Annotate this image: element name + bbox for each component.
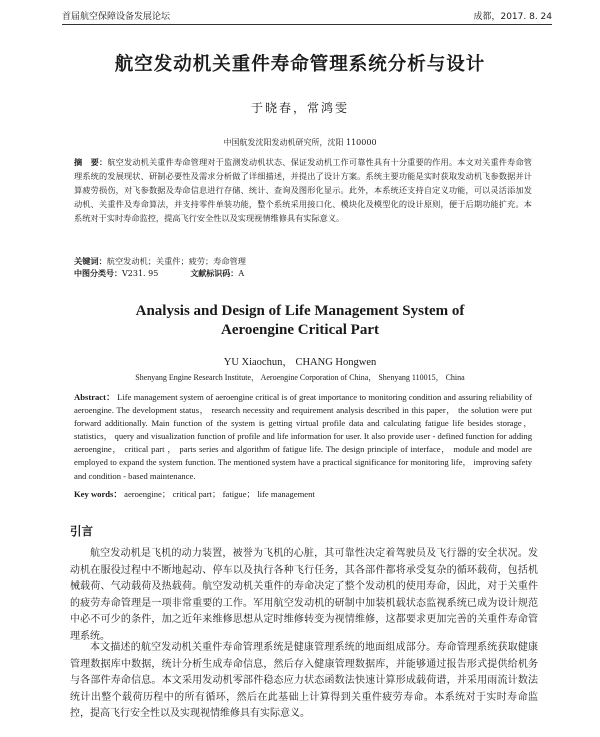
section-heading: 引言	[70, 524, 93, 538]
chinese-abstract-label: 摘 要：	[74, 157, 108, 167]
chinese-keywords-text: 航空发动机；关重件；疲劳；寿命管理	[106, 256, 246, 266]
document-code-label: 文献标识码：	[190, 269, 239, 278]
english-keywords-text: aeroengine； critical part； fatigue； life management	[124, 489, 315, 499]
classification-line	[74, 267, 244, 280]
english-affiliation: Shenyang Engine Research Institute， Aeroengine Corporation of China， Shenyang 110015， China	[135, 373, 465, 382]
chinese-abstract	[74, 155, 532, 225]
english-title	[0, 302, 600, 340]
english-keywords-label: Key words：	[74, 489, 122, 499]
chinese-keywords	[74, 254, 532, 268]
body-paragraph-2	[70, 640, 538, 723]
body-paragraph-1	[70, 546, 538, 646]
chinese-affiliation: 中国航发沈阳发动机研究所，沈阳 110000	[223, 138, 377, 147]
document-code-value: A	[238, 269, 245, 278]
english-title-line-2: Aeroengine Critical Part	[220, 322, 379, 338]
english-authors: YU Xiaochun， CHANG Hongwen	[223, 357, 377, 368]
header-place-date: 成都，2017. 8. 24	[473, 12, 552, 22]
english-abstract-label: Abstract：	[74, 392, 115, 402]
chinese-title: 航空发动机关重件寿命管理系统分析与设计	[114, 54, 486, 75]
english-abstract-text: Life management system of aeroengine critical is of great importance to monitoring condition and assuring reliability of aeroengine. The development status， research necessity and requirement analysis described in this paper， the solution were put forward additionally. Main function of the system is getting virtual profile data and calculating fatigue life besides storage， statistics， query and visualization function of profile and life information for user. It also provide user - defined function for adding aeroengine， critical part ， parts series and algorithm of fatigue life. The design principle of interface， module and model are employed to expand the system function. The mentioned system have a practical significance for monitoring life， improving safety and condition - based maintenance.	[74, 392, 532, 481]
english-keywords	[74, 488, 532, 501]
chinese-abstract-text: 航空发动机关重件寿命管理对于监测发动机状态、保证发动机工作可靠性具有十分重要的作用。本文对关重件寿命管理系统的发展现状、研制必要性及需求分析做了详细描述，并提出了设计方案。系统主要功能是实时获取发动机飞参数据并计算疲劳损伤，对飞参数据及寿命信息进行存储、统计、查询及图形化显示。此外，本系统还支持自定义功能，可以灵活添加发动机、关重件及寿命算法，并支持零件单装功能，整个系统采用接口化、模块化及模型化的设计原则，便于后期功能扩充。本系统对于实时寿命监控，提高飞行安全性以及实现视情维修具有实际意义。	[74, 157, 532, 223]
chinese-authors: 于晓春，常鸿雯	[250, 101, 349, 115]
class-number-label: 中图分类号：	[74, 269, 122, 278]
english-title-line-1: Analysis and Design of Life Management System of	[135, 303, 465, 319]
chinese-keywords-label: 关键词：	[74, 256, 107, 266]
header-conference: 首届航空保障设备发展论坛	[62, 12, 171, 22]
english-abstract	[74, 391, 532, 483]
paragraph-text: 航空发动机是飞机的动力装置，被誉为飞机的心脏，其可靠性决定着驾驶员及飞行器的安全状况。发动机在服役过程中不断地起动、停车以及执行各种飞行任务，其各部件都将承受复杂的循环载荷，包括机械载荷、气动载荷及热载荷。航空发动机关重件的寿命决定了整个发动机的使用寿命，因此，对于关重件的疲劳寿命管理是一项非常重要的工作。军用航空发动机的研制中加装机载状态监视系统已成为设计规范中必不可少的条件，加之近年来维修思想从定时维修转变为视情维修，这都要求更加完善的关重件寿命管理系统。	[70, 548, 538, 642]
class-number-value: V231. 95	[122, 269, 159, 278]
paragraph-text: 本文描述的航空发动机关重件寿命管理系统是健康管理系统的地面组成部分。寿命管理系统获取健康管理数据库中数据，统计分析生成寿命信息，然后存入健康管理数据库，并能够通过报告形式提供给机务与各部件寿命信息。本文采用发动机零部件稳态应力状态函数法快速计算形成载荷谱，并采用雨流计数法统计出整个载荷历程中的所有循环，然后在此基础上计算得到关重件疲劳寿命。本系统对于实时寿命监控，提高飞行安全性以及实现视情维修具有实际意义。	[70, 642, 538, 720]
running-header	[62, 8, 552, 25]
